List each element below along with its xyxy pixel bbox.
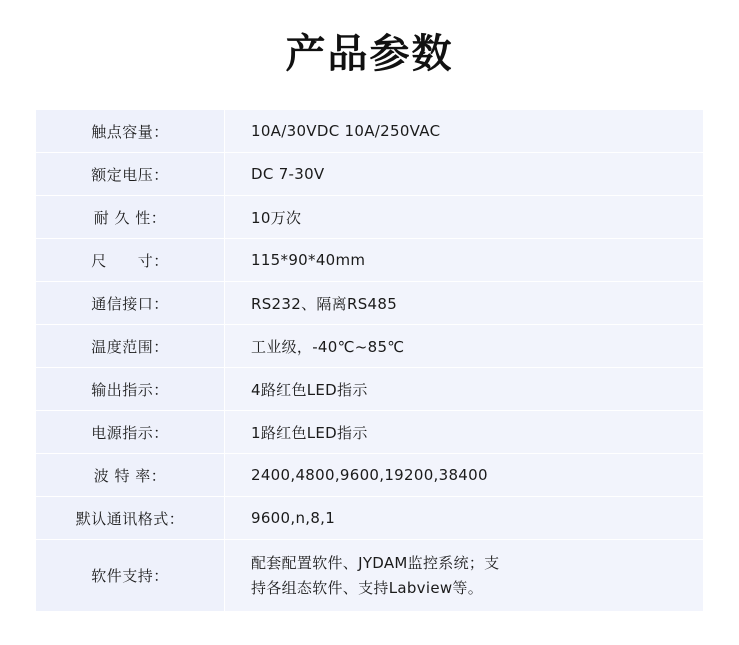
table-row <box>36 239 704 282</box>
table-row <box>36 497 704 540</box>
spec-value-line: 配套配置软件、JYDAM监控系统；支 <box>251 553 500 572</box>
spec-value: 9600,n,8,1 <box>225 497 704 540</box>
spec-value: 10A/30VDC 10A/250VAC <box>225 110 704 153</box>
spec-label: 软件支持： <box>36 540 225 612</box>
table-row <box>36 411 704 454</box>
spec-value: 4路红色LED指示 <box>225 368 704 411</box>
spec-value: 工业级，-40℃~85℃ <box>225 325 704 368</box>
spec-value <box>225 540 704 612</box>
spec-value: DC 7-30V <box>225 153 704 196</box>
spec-label: 输出指示： <box>36 368 225 411</box>
table-row <box>36 282 704 325</box>
spec-label: 温度范围： <box>36 325 225 368</box>
spec-label: 通信接口： <box>36 282 225 325</box>
spec-label: 默认通讯格式： <box>36 497 225 540</box>
spec-value: 10万次 <box>225 196 704 239</box>
spec-value: 115*90*40mm <box>225 239 704 282</box>
spec-value-line: 持各组态软件、支持Labview等。 <box>251 578 484 597</box>
table-row <box>36 153 704 196</box>
table-row <box>36 196 704 239</box>
table-row <box>36 540 704 612</box>
page-title: 产品参数 <box>285 31 454 77</box>
spec-label: 尺 寸： <box>36 239 225 282</box>
spec-value: 2400,4800,9600,19200,38400 <box>225 454 704 497</box>
spec-label: 触点容量： <box>36 110 225 153</box>
table-row <box>36 325 704 368</box>
spec-label: 波 特 率： <box>36 454 225 497</box>
spec-label: 电源指示： <box>36 411 225 454</box>
table-row <box>36 368 704 411</box>
specifications-table <box>35 109 704 612</box>
table-row <box>36 110 704 153</box>
spec-value: RS232、隔离RS485 <box>225 282 704 325</box>
spec-label: 额定电压： <box>36 153 225 196</box>
table-row <box>36 454 704 497</box>
spec-label: 耐 久 性： <box>36 196 225 239</box>
spec-value: 1路红色LED指示 <box>225 411 704 454</box>
